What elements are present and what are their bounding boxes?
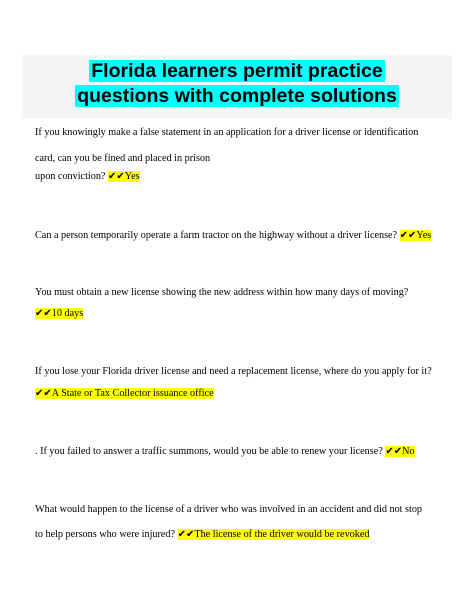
check-icon: ✔✔	[385, 446, 403, 457]
question-6-line-2	[35, 528, 455, 542]
question-6-line-1: What would happen to the license of a driver who was involved in an accident and did not stop	[35, 504, 423, 515]
check-icon: ✔✔	[35, 308, 52, 319]
question-5-text: . If you failed to answer a traffic summons, would you be able to renew your license?	[35, 446, 383, 457]
question-3: You must obtain a new license showing the new address within how many days of moving?	[35, 287, 409, 298]
check-icon: ✔✔	[35, 388, 52, 399]
check-icon: ✔✔	[399, 230, 417, 241]
question-1-line-1: If you knowingly make a false statement in an application for a driver license or identification	[35, 127, 419, 138]
answer-3-text: 10 days	[51, 308, 84, 319]
document-title	[22, 59, 452, 109]
question-1-line-3	[35, 170, 455, 184]
answer-5-text: No	[402, 446, 415, 457]
title-line-2: questions with complete solutions	[77, 85, 397, 107]
answer-2	[400, 230, 432, 241]
title-band	[22, 55, 452, 119]
answer-1-text: Yes	[124, 171, 140, 182]
answer-1	[108, 171, 140, 182]
answer-6	[178, 529, 370, 540]
check-icon: ✔✔	[177, 529, 195, 540]
title-line-1: Florida learners permit practice	[91, 60, 383, 82]
answer-4-text: A State or Tax Collector issuance office	[51, 388, 214, 399]
answer-5	[385, 446, 414, 457]
question-4: If you lose your Florida driver license and need a replacement license, where do you apply for it?	[35, 366, 432, 377]
question-4-answer-line	[35, 387, 455, 401]
check-icon: ✔✔	[108, 171, 125, 182]
question-2-text: Can a person temporarily operate a farm tractor on the highway without a driver license?	[35, 230, 398, 241]
answer-2-text: Yes	[416, 230, 432, 241]
question-1-text: upon conviction?	[35, 171, 106, 182]
answer-4	[35, 388, 214, 399]
question-3-answer-line	[35, 307, 455, 321]
answer-6-text: The license of the driver would be revoked	[194, 529, 370, 540]
question-5	[35, 445, 455, 459]
answer-3	[35, 308, 83, 319]
question-6-text: to help persons who were injured?	[35, 529, 176, 540]
question-1-line-2: card, can you be fined and placed in prison	[35, 153, 211, 164]
question-2	[35, 229, 455, 243]
